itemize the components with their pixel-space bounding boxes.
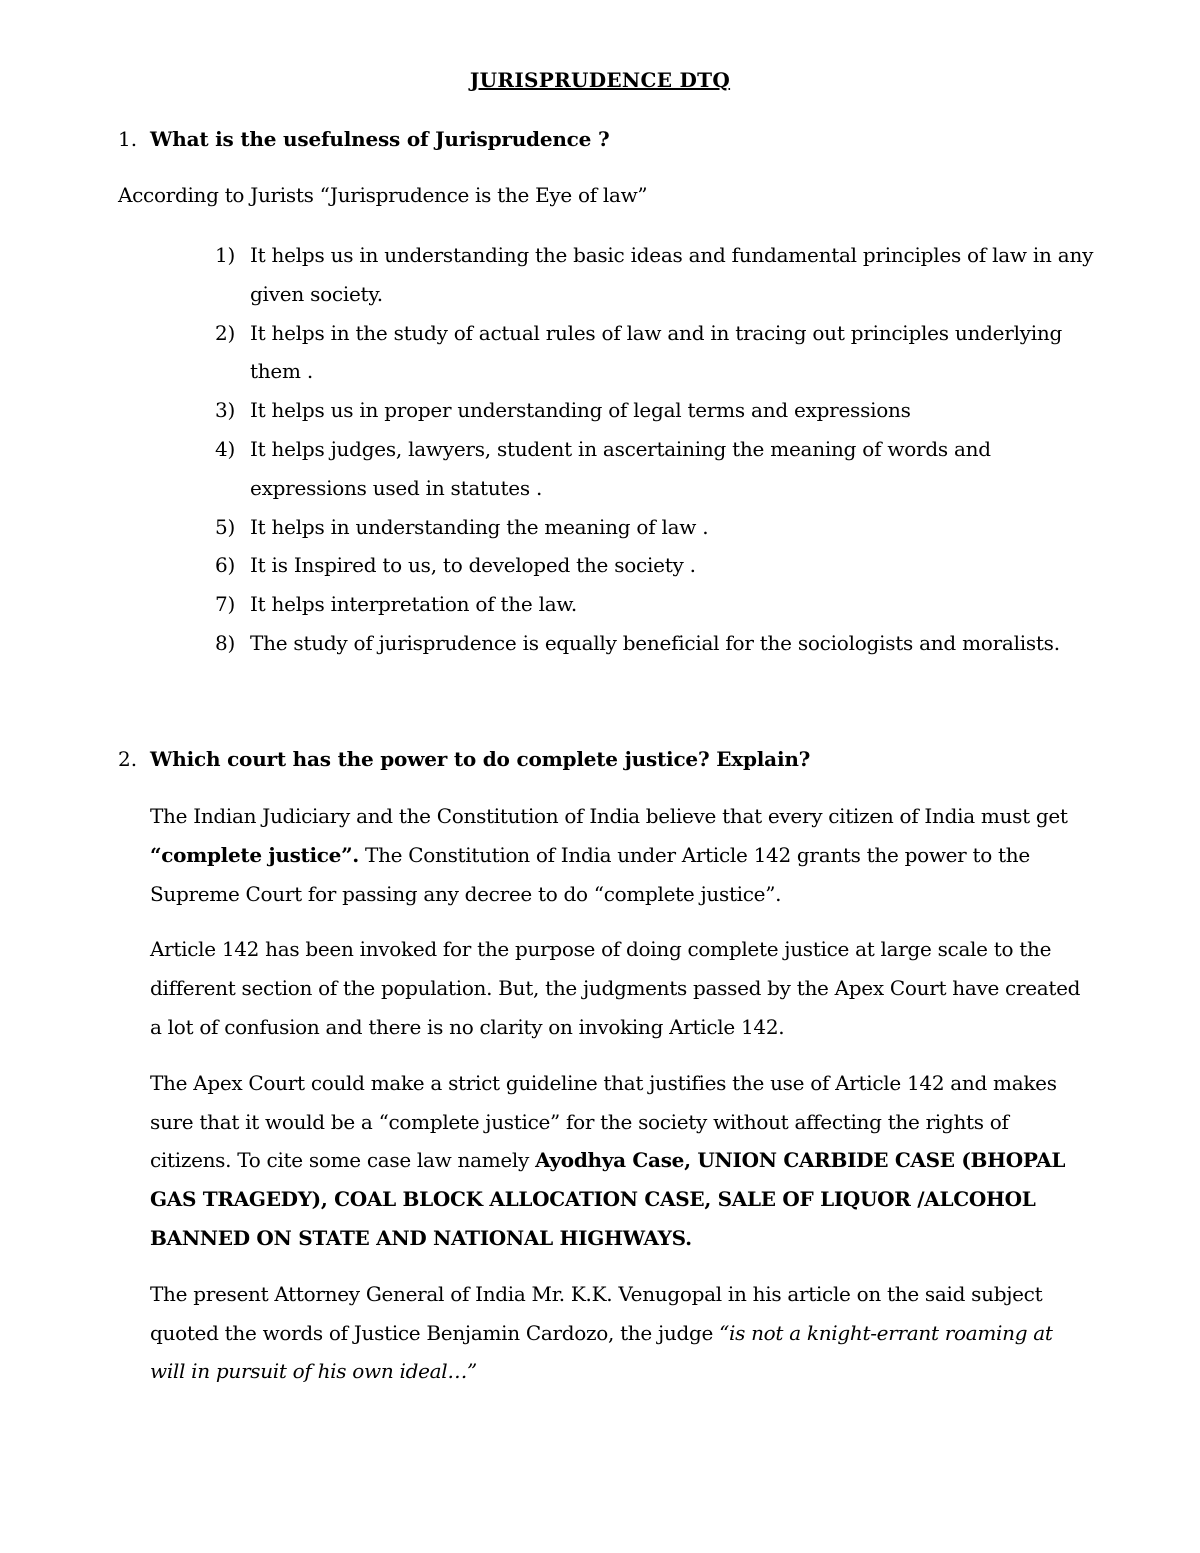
list-item-text: It helps in the study of actual rules of law and in tracing out principles underlying them . [250, 320, 1063, 384]
cardozo-quote: “is not a knight-errant roaming at will in pursuit of his own ideal…” [150, 1320, 1053, 1384]
question-1-intro: According to Jurists “Jurisprudence is the Eye of law” [118, 183, 648, 207]
list-item [215, 236, 1095, 314]
question-2-heading [118, 744, 810, 774]
question-1-text: What is the usefulness of Jurisprudence ? [150, 127, 610, 151]
list-item-number: 7) [215, 592, 236, 617]
question-2-answer [150, 797, 1090, 1408]
list-item-number: 2) [215, 320, 236, 345]
answer-paragraph-1 [150, 797, 1090, 913]
usefulness-list [215, 236, 1095, 663]
answer-paragraph-4 [150, 1275, 1090, 1391]
bold-phrase: “complete justice”. [150, 842, 359, 867]
answer-paragraph-2: Article 142 has been invoked for the purpose of doing complete justice at large scale to the different section of the population. But, the judgments passed by the Apex Court have created a lot of confusion and there is no clarity on invoking Article 142. [150, 937, 1081, 1039]
list-item-text: It helps judges, lawyers, student in ascertaining the meaning of words and expressions used in statutes . [250, 436, 991, 500]
list-item-text: It helps in understanding the meaning of law . [250, 514, 709, 539]
question-1-number: 1. [118, 127, 138, 151]
answer-paragraph-3 [150, 1064, 1090, 1258]
list-item [215, 624, 1095, 663]
document-title: JURISPRUDENCE DTQ [469, 68, 731, 92]
list-item-text: It helps us in proper understanding of legal terms and expressions [250, 398, 911, 423]
paragraph-text: The Indian Judiciary and the Constitution of India believe that every citizen of India must get [150, 804, 1068, 828]
list-item [215, 546, 1095, 585]
list-item-number: 5) [215, 514, 236, 539]
list-item-number: 6) [215, 553, 236, 578]
question-2-text: Which court has the power to do complete justice? Explain? [150, 747, 811, 771]
question-1-heading [118, 124, 609, 154]
list-item-text: It is Inspired to us, to developed the society . [250, 553, 696, 578]
list-item [215, 314, 1095, 392]
paragraph-text: The Constitution of India under Article 142 grants the power to the Supreme Court for passing any decree to do “complete justice”. [150, 842, 1030, 906]
paragraph-text: The Apex Court could make a strict guideline that justifies the use of Article 142 and makes sure that it would be a “complete justice” for the society without affecting the rights of citizens. To cite some case law namely [150, 1070, 1057, 1173]
paragraph-text: The present Attorney General of India Mr. K.K. Venugopal in his article on the said subject quoted the words of Justice Benjamin Cardozo, the judge [150, 1281, 1043, 1345]
list-item-text: It helps interpretation of the law. [250, 592, 578, 617]
list-item-text: The study of jurisprudence is equally beneficial for the sociologists and moralists. [250, 630, 1060, 655]
list-item-text: It helps us in understanding the basic ideas and fundamental principles of law in any given society. [250, 243, 1094, 306]
list-item [215, 391, 1095, 430]
question-2-number: 2. [118, 747, 138, 771]
list-item [215, 430, 1095, 508]
list-item-number: 8) [215, 630, 236, 655]
list-item [215, 508, 1095, 547]
list-item-number: 3) [215, 398, 236, 423]
list-item [215, 585, 1095, 624]
case-law-list: Ayodhya Case, UNION CARBIDE CASE (BHOPAL GAS TRAGEDY), COAL BLOCK ALLOCATION CASE, SALE OF LIQUOR /ALCOHOL BANNED ON STATE AND NATIONAL HIGHWAYS. [150, 1148, 1066, 1250]
list-item-number: 4) [215, 436, 236, 461]
list-item-number: 1) [215, 243, 236, 267]
